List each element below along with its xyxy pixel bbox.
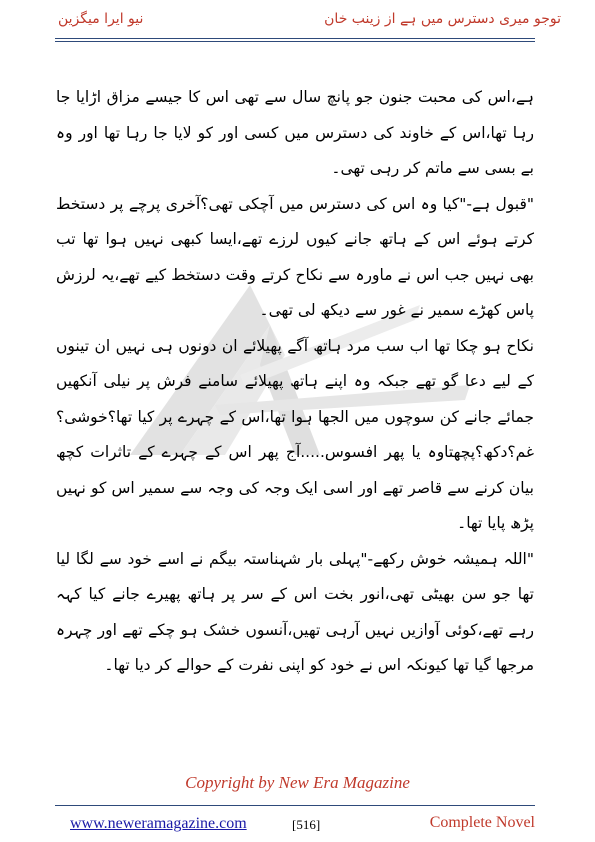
page-number: [516] bbox=[292, 817, 321, 832]
paragraph: ہے،اس کی محبت جنون جو پانچ سال سے تھی اس کا جیسے مزاق اڑایا جا رہا تھا،اس کے خاوند کی دسترس میں کسی اور کو لایا جا رہا تھا اور وہ بے بسی سے ماتم کر رہی تھی۔ bbox=[56, 88, 534, 177]
header-title: توجو میری دسترس میں ہے از زینب خان bbox=[324, 11, 561, 27]
website-link[interactable]: www.neweramagazine.com bbox=[70, 815, 247, 832]
header-magazine-name: نیو ایرا میگزین bbox=[58, 11, 144, 27]
footer-divider bbox=[55, 805, 535, 806]
copyright-notice: Copyright by New Era Magazine bbox=[185, 773, 410, 792]
paragraph: نکاح ہو چکا تھا اب سب مرد ہاتھ آگے پھیلائے ان دونوں ہی نہیں ان تینوں کے لیے دعا گو تھے جبکہ وہ اپنے ہاتھ پھیلائے سامنے فرش پر نیلی آنکھیں جمائے جانے کن سوچوں میں الجھا ہوا تھا،اس کے چہرے پر کیا تھا؟خوشی؟غم؟دکھ؟پچھتاوہ یا پھر افسوس.....آج پھر اس کے چہرے کے تاثرات کچھ بیان کرنے سے قاصر تھے اور اسی ایک وجہ کی وجہ سے سمیر اس کو نہیں پڑھ پایا تھا۔ bbox=[56, 336, 534, 532]
header-divider bbox=[55, 38, 535, 39]
novel-body bbox=[56, 80, 534, 684]
footer-label: Complete Novel bbox=[429, 814, 535, 831]
header-divider-thin bbox=[55, 41, 535, 42]
paragraph: "قبول ہے-"کیا وہ اس کی دسترس میں آچکی تھی؟آخری پرچے پر دستخط کرتے ہوئے اس کے ہاتھ جانے کیوں لرزے تھے،ایسا کبھی نہیں ہوا تھا تب بھی نہیں جب اس نے ماورہ سے نکاح کرتے وقت دستخط کیے تھے،یہ لرزش پاس کھڑے سمیر نے غور سے دیکھ لی تھی۔ bbox=[56, 194, 534, 319]
paragraph: "اللہ ہمیشہ خوش رکھے-"پہلی بار شہناستہ بیگم نے اسے خود سے لگا لیا تھا جو سن بھیٹی تھی،انور بخت اس کے سر پر ہاتھ پھیرے جانے کیا کہہ رہے تھے،کوئی آوازیں نہیں آرہی تھیں،آنسوں خشک ہو چکے تھے اور چہرہ مرجھا گیا تھا کیونکہ اس نے خود کو اپنی نفرت کے حوالے کر دیا تھا۔ bbox=[56, 549, 534, 674]
